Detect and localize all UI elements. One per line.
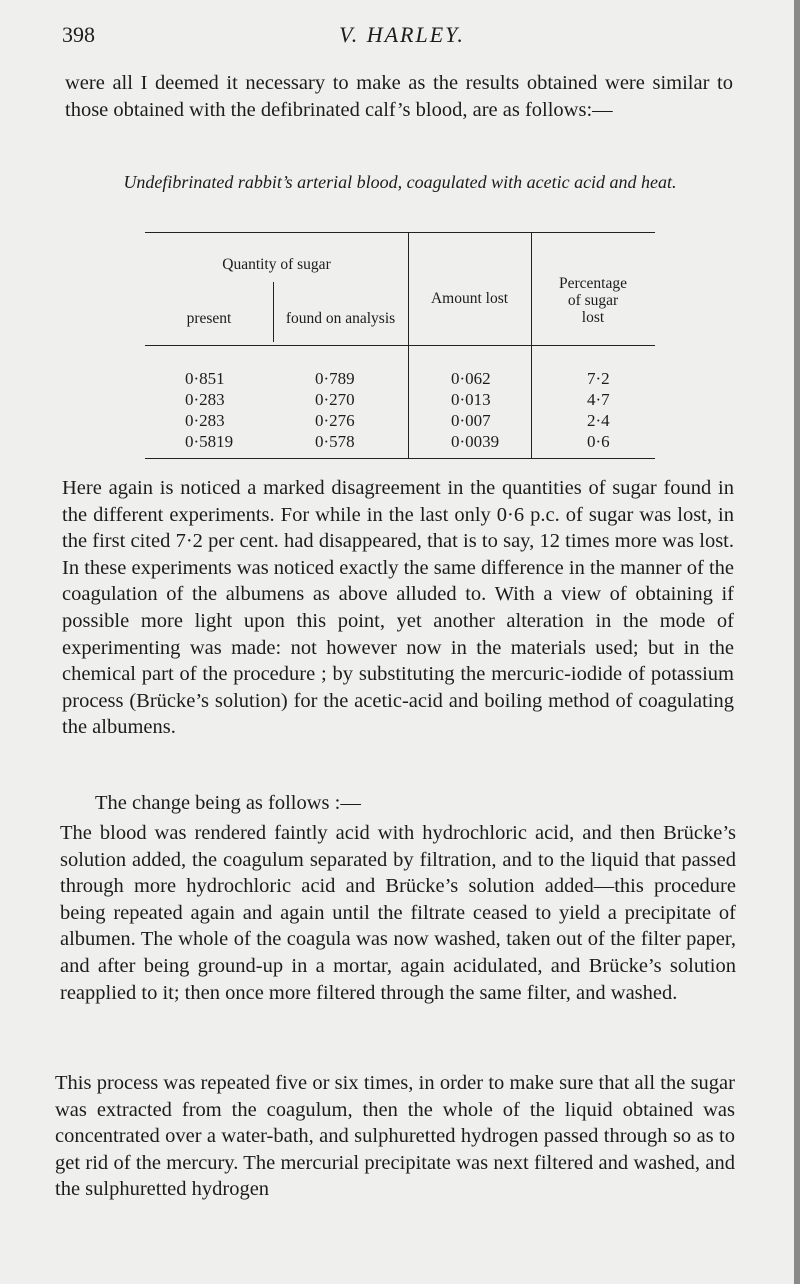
cell-present-4: 0·5819: [185, 432, 234, 451]
table-header-rule: [145, 345, 655, 346]
running-head: V. HARLEY.: [339, 22, 465, 47]
cell-pct-1: 7·2: [587, 369, 610, 388]
cell-found-3: 0·276: [315, 411, 355, 430]
cell-lost-4: 0·0039: [451, 432, 500, 451]
header-percentage-line1: Percentage: [559, 275, 627, 292]
header-percentage-line3: lost: [581, 309, 605, 326]
sugar-table: [145, 232, 655, 462]
header-found-on-analysis: found on analysis: [285, 310, 396, 327]
header-quantity-of-sugar: Quantity of sugar: [222, 256, 331, 273]
table-divider-1: [408, 232, 409, 458]
page-header: [62, 22, 742, 52]
intro-paragraph: were all I deemed it necessary to make as the results obtained were similar to those obtained with the defibrinated calf’s blood, are as follows:—: [65, 72, 733, 121]
cell-found-2: 0·270: [315, 390, 355, 409]
header-amount-lost: Amount lost: [430, 290, 509, 307]
cell-found-1: 0·789: [315, 369, 355, 388]
paragraph-procedure: The blood was rendered faintly acid with hydrochloric acid, and then Brücke’s solution added, the coagulum separated by filtration, and to the liquid that passed through more hydrochloric acid and Brücke’s solution added—this procedure being repeated again and again until the filtrate ceased to yield a precipitate of albumen. The whole of the coagula was now washed, taken out of the filter paper, and after being ground-up in a mortar, again acidulated, and Brücke’s solution reapplied to it; then once more filtered through the same filter, and washed.: [60, 822, 736, 1004]
cell-present-1: 0·851: [185, 369, 225, 388]
page-number: 398: [62, 22, 95, 47]
page-edge-shadow: [794, 0, 800, 1284]
header-present: present: [186, 310, 232, 327]
cell-present-3: 0·283: [185, 411, 225, 430]
paragraph-disagreement: Here again is noticed a marked disagreement in the quantities of sugar found in the different experiments. For while in the last only 0·6 p.c. of sugar was lost, in the first cited 7·2 per cent. had disappeared, that is to say, 12 times more was lost. In these experiments was noticed exactly the same difference in the manner of the coagulation of the albumens as above alluded to. With a view of obtaining if possible more light upon this point, yet another alteration in the mode of experimenting was made: not however now in the materials used; but in the chemical part of the procedure ; by substituting the mercuric-iodide of potassium process (Brücke’s solution) for the acetic-acid and boiling method of coagulating the albumens.: [62, 477, 734, 739]
cell-pct-3: 2·4: [587, 411, 610, 430]
table-top-rule: [145, 232, 655, 233]
cell-pct-2: 4·7: [587, 390, 610, 409]
cell-present-2: 0·283: [185, 390, 225, 409]
header-percentage: [531, 275, 655, 326]
cell-lost-2: 0·013: [451, 390, 491, 409]
header-percentage-line2: of sugar: [567, 292, 619, 309]
table-bottom-rule: [145, 458, 655, 459]
cell-lost-3: 0·007: [451, 411, 491, 430]
cell-pct-4: 0·6: [587, 432, 610, 451]
paragraph-process: This process was repeated five or six times, in order to make sure that all the sugar was extracted from the coagulum, then the whole of the liquid obtained was concentrated over a water-bath, and sulphuretted hydrogen passed through so as to get rid of the mercury. The mercurial precipitate was next filtered and washed, and the sulphuretted hydrogen: [55, 1072, 735, 1201]
paragraph-change: The change being as follows :—: [95, 792, 361, 814]
table-divider-2: [531, 232, 532, 458]
table-caption: Undefibrinated rabbit’s arterial blood, coagulated with acetic acid and heat.: [123, 172, 677, 192]
cell-found-4: 0·578: [315, 432, 355, 451]
cell-lost-1: 0·062: [451, 369, 491, 388]
